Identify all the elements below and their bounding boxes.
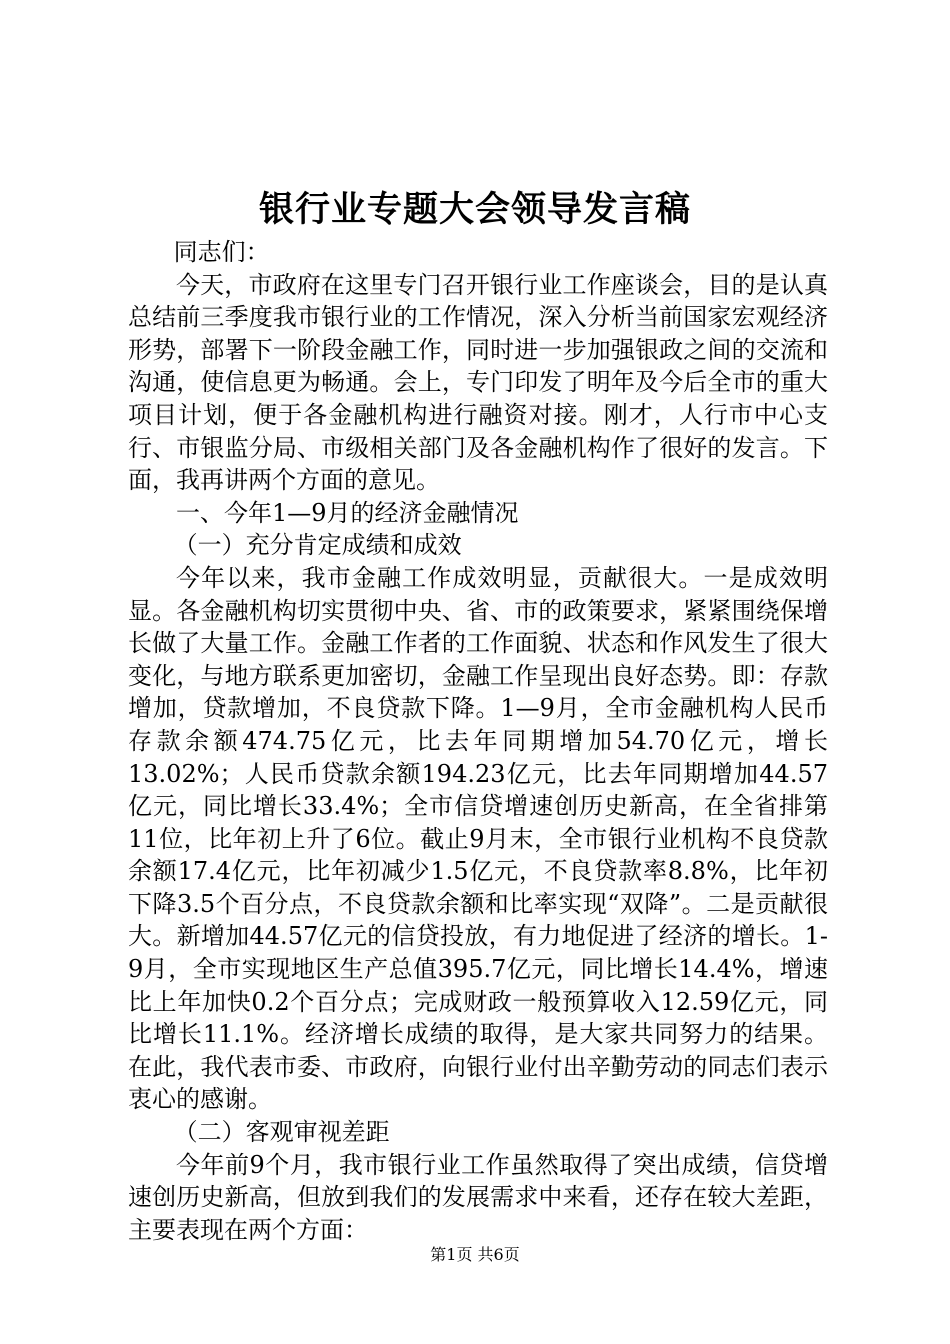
subsection-heading-2: （二）客观审视差距 [173, 1118, 390, 1147]
subsection-heading-1: （一）充分肯定成绩和成效 [173, 531, 462, 560]
page-footer: 第1页 共6页 [430, 1245, 520, 1264]
document-body [128, 236, 828, 1246]
section-heading-1: 一、今年1—9月的经济金融情况 [176, 498, 519, 527]
achievements-paragraph: 今年以来，我市金融工作成效明显，贡献很大。一是成效明显。各金融机构切实贯彻中央、省、市的政策要求，紧紧围绕保增长做了大量工作。金融工作者的工作面貌、状态和作风发生了很大变化，与地方联系更加密切，金融工作呈现出良好态势。即：存款增加，贷款增加，不良贷款下降。1—9月，全市金融机构人民币存款余额474.75亿元，比去年同期增加54.70亿元，增长13.02%；人民币贷款余额194.23亿元，比去年同期增加44.57亿元，同比增长33.4%；全市信贷增速创历史新高，在全省排第11位，比年初上升了6位。截止9月末，全市银行业机构不良贷款余额17.4亿元，比年初减少1.5亿元，不良贷款率8.8%，比年初下降3.5个百分点，不良贷款余额和比率实现“双降”。二是贡献很大。新增加44.57亿元的信贷投放，有力地促进了经济的增长。1-9月，全市实现地区生产总值395.7亿元，同比增长14.4%，增速比上年加快0.2个百分点；完成财政一般预算收入12.59亿元，同比增长11.1%。经济增长成绩的取得，是大家共同努力的结果。在此，我代表市委、市政府，向银行业付出辛勤劳动的同志们表示衷心的感谢。 [128, 563, 828, 1114]
salutation: 同志们： [173, 238, 270, 266]
gap-paragraph: 今年前9个月，我市银行业工作虽然取得了突出成绩，信贷增速创历史新高，但放到我们的发展需求中来看，还存在较大差距，主要表现在两个方面： [128, 1150, 828, 1244]
intro-paragraph: 今天，市政府在这里专门召开银行业工作座谈会，目的是认真总结前三季度我市银行业的工作情况，深入分析当前国家宏观经济形势，部署下一阶段金融工作，同时进一步加强银政之间的交流和沟通，使信息更为畅通。会上，专门印发了明年及今后全市的重大项目计划，便于各金融机构进行融资对接。刚才，人行市中心支行、市银监分局、市级相关部门及各金融机构作了很好的发言。下面，我再讲两个方面的意见。 [128, 270, 828, 495]
document-title: 银行业专题大会领导发言稿 [258, 189, 691, 230]
